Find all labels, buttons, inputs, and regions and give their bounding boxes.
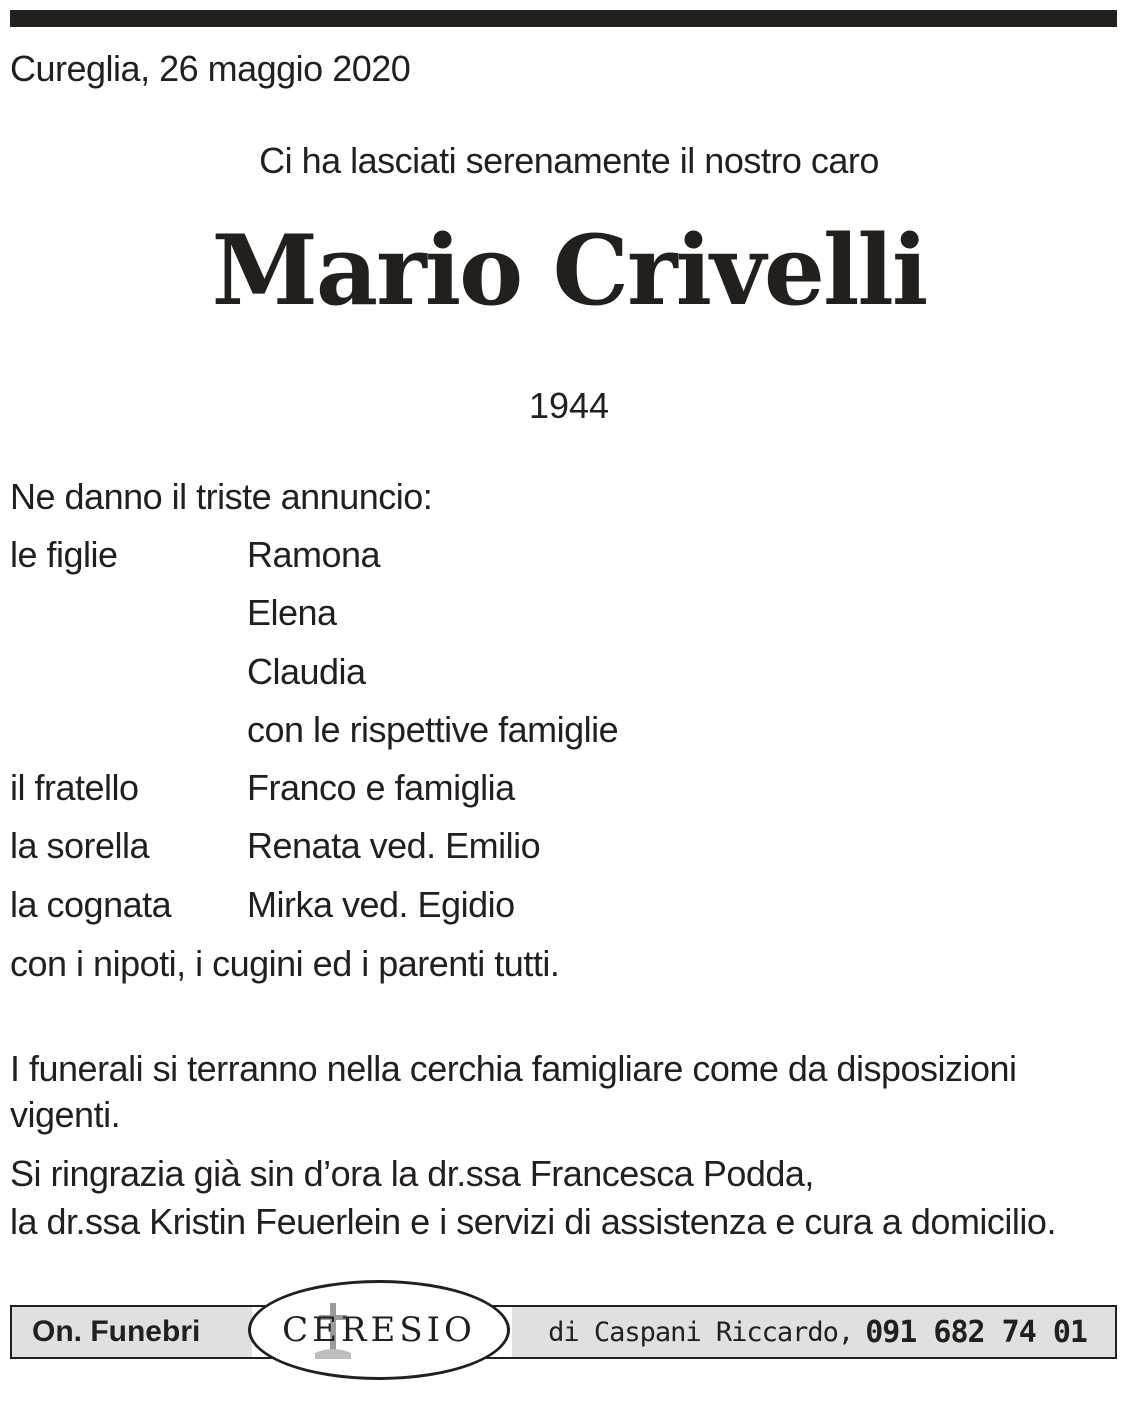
relative-role: le figlie xyxy=(10,534,118,575)
ceresio-logo xyxy=(248,1280,510,1380)
thanks-line: la dr.ssa Kristin Feuerlein e i servizi di assistenza e cura a domicilio. xyxy=(10,1201,1056,1242)
intro-text: Ci ha lasciati serenamente il nostro caro xyxy=(259,140,879,181)
relative-names: Claudia xyxy=(247,650,366,692)
announcement-heading: Ne danno il triste annuncio: xyxy=(10,476,433,517)
funeral-home-footer xyxy=(10,1305,1117,1359)
top-rule xyxy=(10,10,1117,27)
relative-role: la cognata xyxy=(10,883,172,925)
relative-names: con le rispettive famiglie xyxy=(247,708,619,750)
relative-names: Elena xyxy=(247,592,337,634)
deceased-name: Mario Crivelli xyxy=(211,214,927,327)
closing-line: con i nipoti, i cugini ed i parenti tutti. xyxy=(10,943,560,984)
relative-names: Mirka ved. Egidio xyxy=(247,883,515,925)
relative-names: Renata ved. Emilio xyxy=(247,825,541,867)
relative-names: Franco e famiglia xyxy=(247,767,515,809)
footer-contact xyxy=(512,1307,1115,1357)
thanks-line: Si ringrazia già sin d’ora la dr.ssa Francesca Podda, xyxy=(10,1153,814,1194)
footer-owner: di Caspani Riccardo, xyxy=(548,1316,854,1348)
relative-role: la sorella xyxy=(10,825,150,867)
relative-names: Ramona xyxy=(247,534,381,575)
funeral-note: I funerali si terranno nella cerchia famigliare come da disposizioni vigenti. xyxy=(10,1048,1017,1135)
footer-label: On. Funebri xyxy=(12,1307,252,1357)
logo-text: CERESIO xyxy=(282,1310,476,1350)
place-date: Cureglia, 26 maggio 2020 xyxy=(10,48,411,89)
birth-year: 1944 xyxy=(528,385,610,426)
footer-phone: 091 682 74 01 xyxy=(865,1314,1087,1350)
relative-role: il fratello xyxy=(10,767,139,809)
thanks-note xyxy=(10,1150,1120,1246)
